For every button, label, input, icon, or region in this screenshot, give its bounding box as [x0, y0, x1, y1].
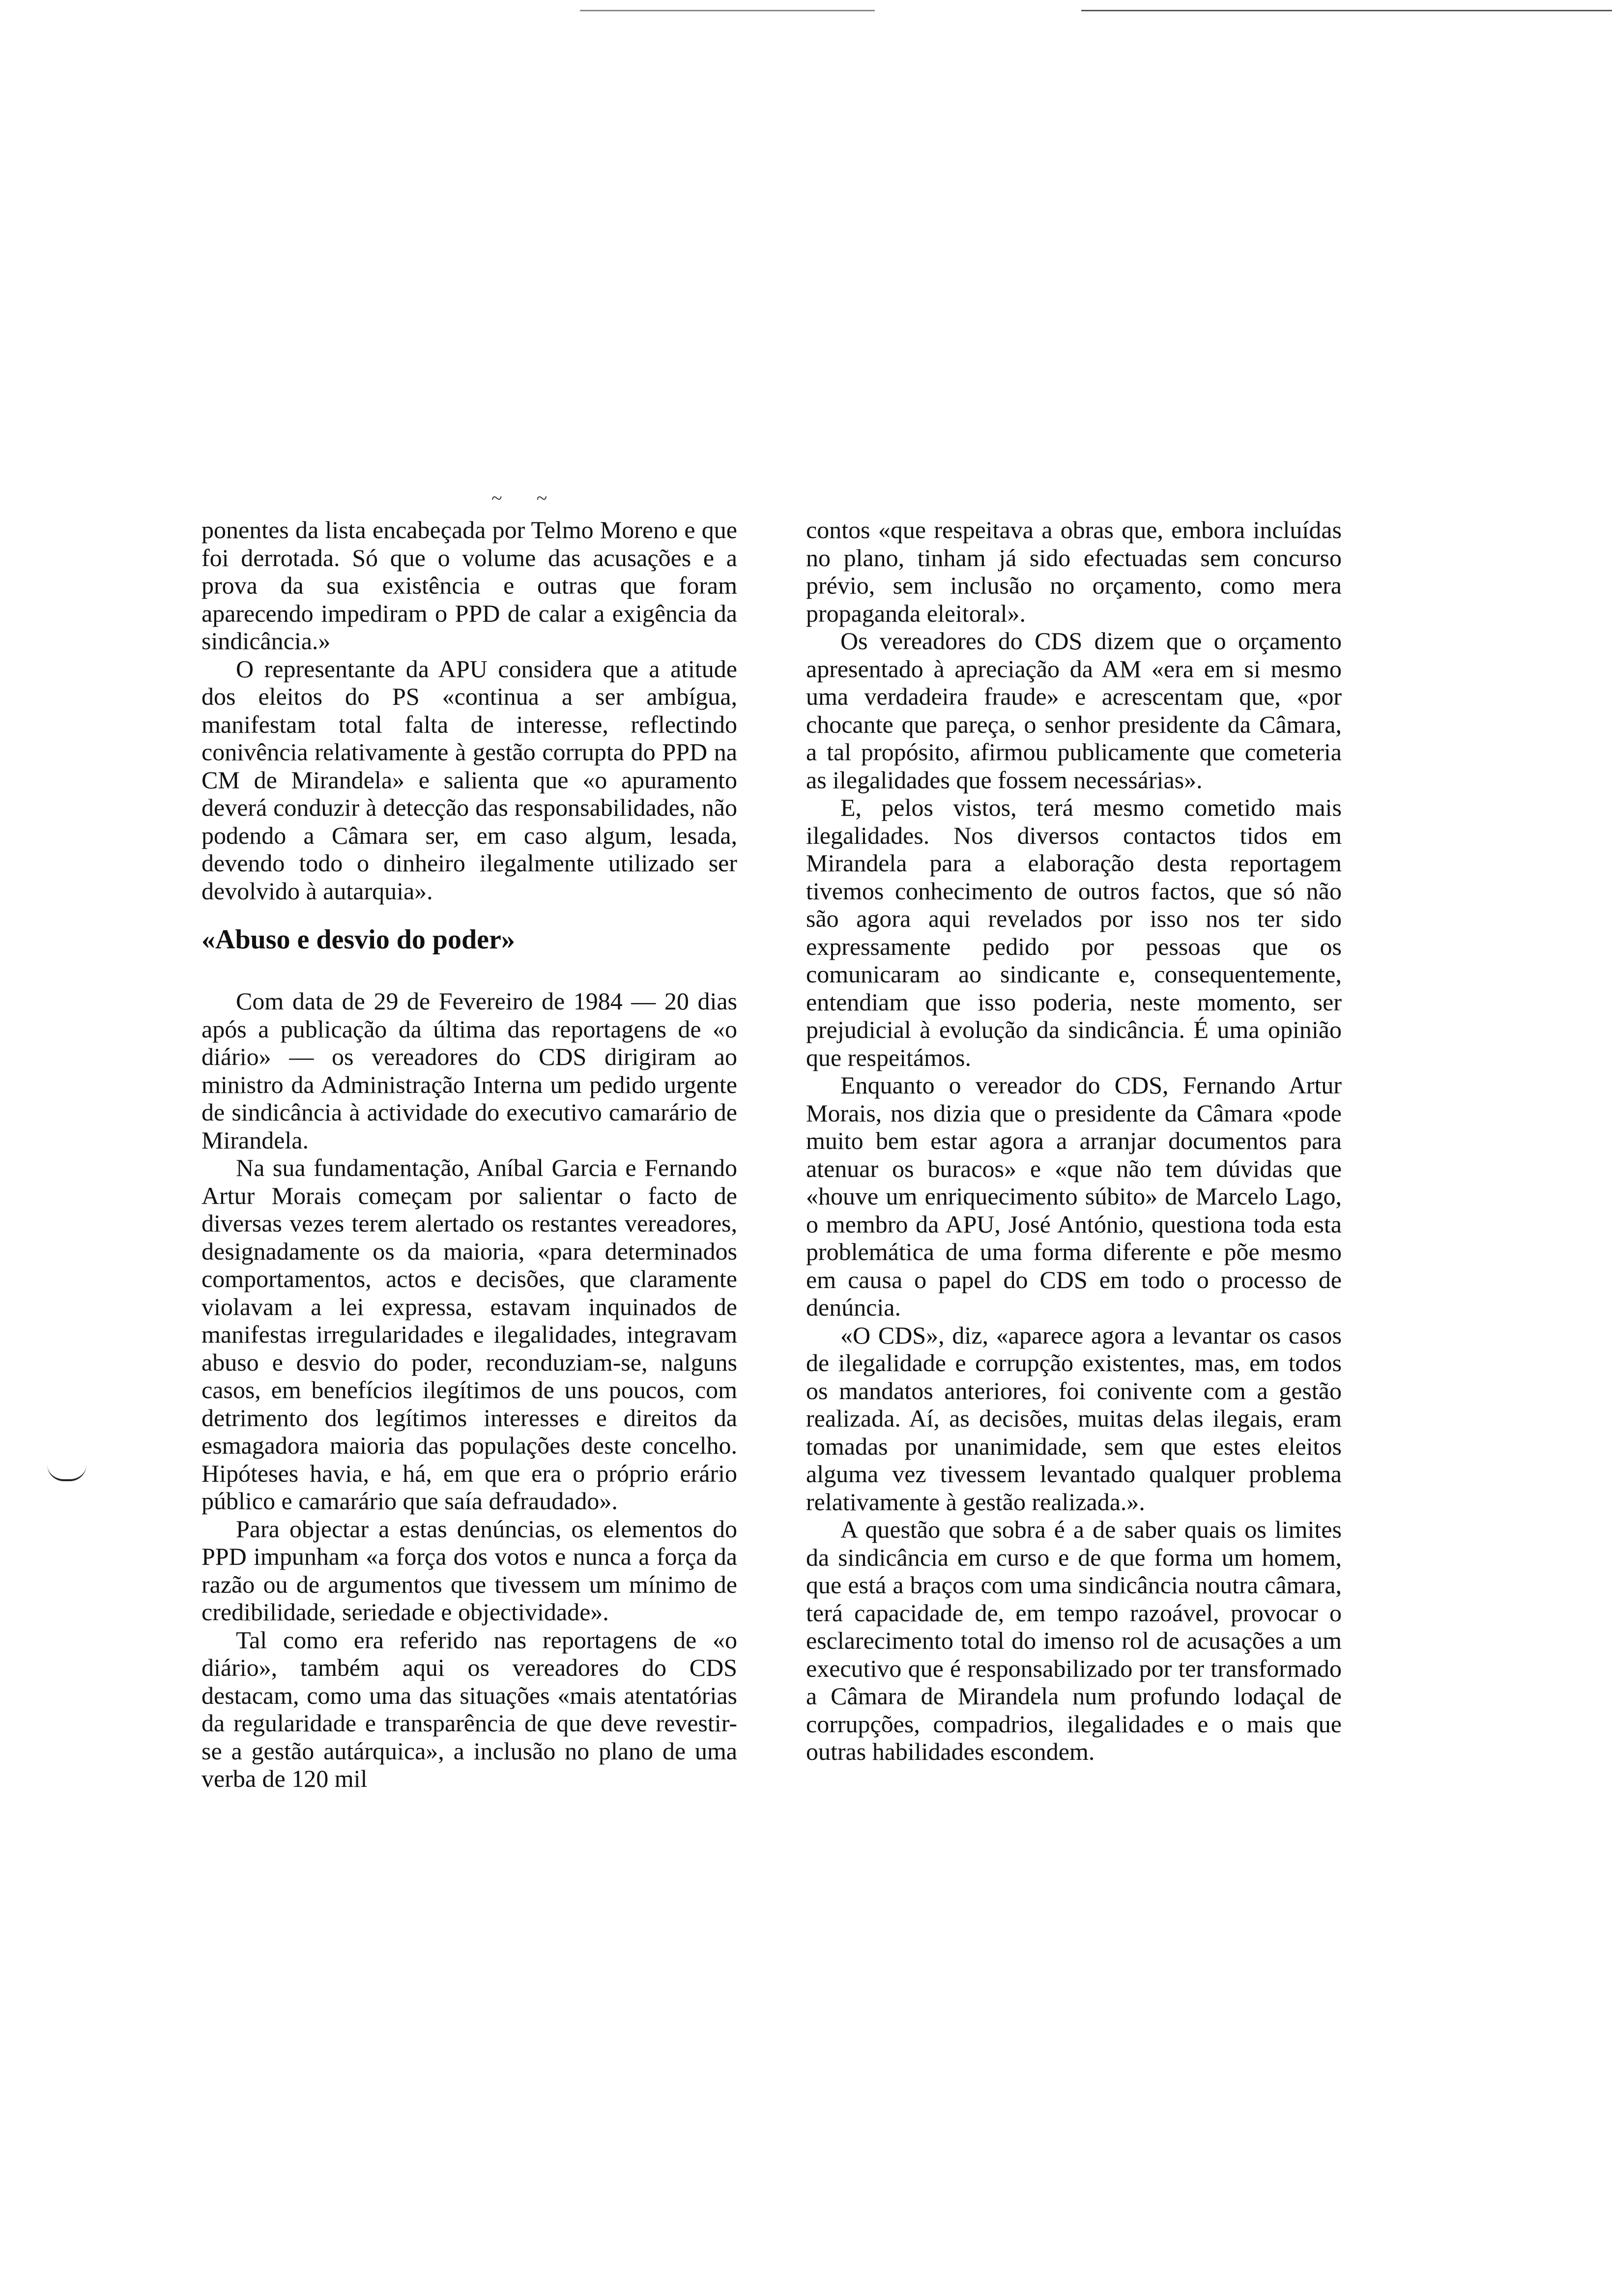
top-rule-right	[1081, 10, 1612, 11]
top-rule-left	[580, 10, 875, 11]
section-heading: «Abuso e desvio do poder»	[202, 924, 515, 955]
paragraph: Enquanto o vereador do CDS, Fernando Artur Morais, nos dizia que o presidente da Câmara «pode muito bem estar agora a arranjar documentos para atenuar os buracos» e «que não tem dúvidas que «houve um enriquecimento súbito» de Marcelo Lago, o membro da APU, José António, questiona toda esta problemática de uma forma diferente e põe mesmo em causa o papel do CDS em todo o processo de denúncia.	[806, 1071, 1342, 1321]
paragraph: ponentes da lista encabeçada por Telmo Moreno e que foi derrotada. Só que o volume das acusações e a prova da sua existência e outras que foram aparecendo impediram o PPD de calar a exigência da sindicância.»	[202, 516, 737, 655]
paragraph: contos «que respeitava a obras que, embora incluídas no plano, tinham já sido efectuadas sem concurso prévio, sem inclusão no orçamento, como mera propaganda eleitoral».	[806, 516, 1342, 627]
left-column	[202, 516, 737, 1793]
paragraph: E, pelos vistos, terá mesmo cometido mais ilegalidades. Nos diversos contactos tidos em Mirandela para a elaboração desta reportagem tivemos conhecimento de outros factos, que só não são agora aqui revelados por isso nos ter sido expressamente pedido por pessoas que os comunicaram ao sindicante e, consequentemente, entendiam que isso poderia, neste momento, ser prejudicial à evolução da sindicância. É uma opinião que respeitámos.	[806, 794, 1342, 1071]
paragraph: Tal como era referido nas reportagens de «o diário», também aqui os vereadores do CDS destacam, como uma das situações «mais atentatórias da regularidade e transparência de que deve revestir-se a gestão autárquica», a inclusão no plano de uma verba de 120 mil	[202, 1626, 737, 1792]
paragraph: «O CDS», diz, «aparece agora a levantar os casos de ilegalidade e corrupção existentes, mas, em todos os mandatos anteriores, foi conivente com a gestão realizada. Aí, as decisões, muitas delas ilegais, eram tomadas por unanimidade, sem que estes eleitos alguma vez tivessem levantado qualquer problema relativamente à gestão realizada.».	[806, 1321, 1342, 1516]
right-column	[806, 516, 1342, 1766]
margin-hole-mark	[47, 1464, 86, 1481]
paragraph: O representante da APU considera que a atitude dos eleitos do PS «continua a ser ambígua, manifestam total falta de interesse, reflectindo conivência relativamente à gestão corrupta do PPD na CM de Mirandela» e salienta que «o apuramento deverá conduzir à detecção das responsabilidades, não podendo a Câmara ser, em caso algum, lesada, devendo todo o dinheiro ilegalmente utilizado ser devolvido à autarquia».	[202, 655, 737, 905]
paragraph: Os vereadores do CDS dizem que o orçamento apresentado à apreciação da AM «era em si mesmo uma verdadeira fraude» e acrescentam que, «por chocante que pareça, o senhor presidente da Câmara, a tal propósito, afirmou publicamente que cometeria as ilegalidades que fossem necessárias».	[806, 627, 1342, 794]
paragraph: Com data de 29 de Fevereiro de 1984 — 20 dias após a publicação da última das reportagens de «o diário» — os vereadores do CDS dirigiram ao ministro da Administração Interna um pedido urgente de sindicância à actividade do executivo camarário de Mirandela.	[202, 987, 737, 1154]
paragraph: A questão que sobra é a de saber quais os limites da sindicância em curso e de que forma um homem, que está a braços com uma sindicância noutra câmara, terá capacidade de, em tempo razoável, provocar o esclarecimento total do imenso rol de acusações a um executivo que é responsabilizado por ter transformado a Câmara de Mirandela num profundo lodaçal de corrupções, compadrios, ilegalidades e o mais que outras habilidades escondem.	[806, 1516, 1342, 1765]
paragraph: Para objectar a estas denúncias, os elementos do PPD impunham «a força dos votos e nunca a força da razão ou de argumentos que tivessem um mínimo de credibilidade, seriedade e objectividade».	[202, 1515, 737, 1626]
paragraph: Na sua fundamentação, Aníbal Garcia e Fernando Artur Morais começam por salientar o facto de diversas vezes terem alertado os restantes vereadores, designadamente os da maioria, «para determinados comportamentos, actos e decisões, que claramente violavam a lei expressa, estavam inquinados de manifestas irregularidades e ilegalidades, integravam abuso e desvio do poder, reconduziam-se, nalguns casos, em benefícios ilegítimos de uns poucos, com detrimento dos legítimos interesses e direitos da esmagadora maioria das populações deste concelho. Hipóteses havia, e há, em que era o próprio erário público e camarário que saía defraudado».	[202, 1154, 737, 1515]
page-mark: ~ ~	[491, 487, 562, 509]
